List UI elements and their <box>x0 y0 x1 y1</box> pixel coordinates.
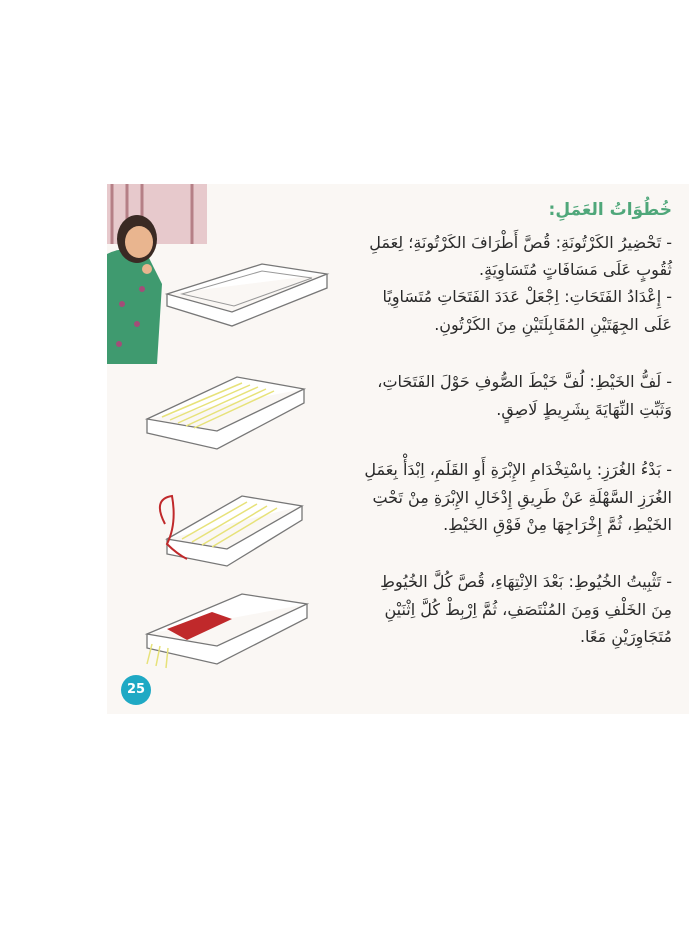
step-3-line-1: - لَفُّ الخَيْطِ: لُفَّ خَيْطَ الصُّوفِ حَوْلَ الفَتَحَاتِ، <box>377 372 672 391</box>
step-3-line-2: وَثَبِّتِ النِّهَايَةَ بِشَرِيطٍ لَاصِقٍ. <box>496 400 672 419</box>
step-4-line-2: الغُرَزِ السَّهْلَةِ عَنْ طَرِيقِ إِدْخَالِ الإِبْرَةِ مِنْ تَحْتِ <box>372 488 672 507</box>
section-title: خُطُوَاتُ العَمَلِ: <box>548 200 672 220</box>
step-2-line-1: - إِعْدَادُ الفَتَحَاتِ: اِجْعَلْ عَدَدَ الفَتَحَاتِ مُتَسَاوِيًا <box>382 287 672 306</box>
step-2-line-2: عَلَى الجِهَتَيْنِ المُقَابِلَتَيْنِ مِنَ الكَرْتُونِ. <box>434 315 672 334</box>
page-number-badge: 25 <box>121 675 151 705</box>
step-5-line-2: مِنَ الخَلْفِ وَمِنَ المُنْتَصَفِ، ثُمَّ اِرْبِطْ كُلَّ اِثْنَيْنِ <box>384 600 672 619</box>
step-5-line-3: مُتَجَاوِرَيْنِ مَعًا. <box>579 627 672 646</box>
step-4-line-3: الخَيْطِ، ثُمَّ إِخْرَاجِهَا مِنْ فَوْقِ الخَيْطِ. <box>443 515 672 534</box>
step-1-line-1: - تَحْضِيرُ الكَرْتُونَةِ: قُصَّ أَطْرَافَ الكَرْتُونَةِ؛ لِعَمَلِ <box>369 233 672 252</box>
tray-illustration-4 <box>142 584 312 684</box>
tray-illustration-2 <box>142 369 312 464</box>
tray-illustration-1 <box>162 244 332 339</box>
step-1-line-2: ثُقُوبٍ عَلَى مَسَافَاتٍ مُتَسَاوِيَةٍ. <box>478 260 672 279</box>
tray-illustration-3 <box>147 484 307 584</box>
book-page <box>107 184 689 714</box>
step-5-line-1: - تَثْبِيتُ الخُيُوطِ: بَعْدَ الاِنْتِهَاءِ، قُصَّ كُلَّ الخُيُوطِ <box>380 572 672 591</box>
step-4-line-1: - بَدْءُ الغُرَزِ: بِاسْتِخْدَامِ الإِبْرَةِ أَوِ القَلَمِ، اِبْدَأْ بِعَمَلِ <box>364 460 672 479</box>
